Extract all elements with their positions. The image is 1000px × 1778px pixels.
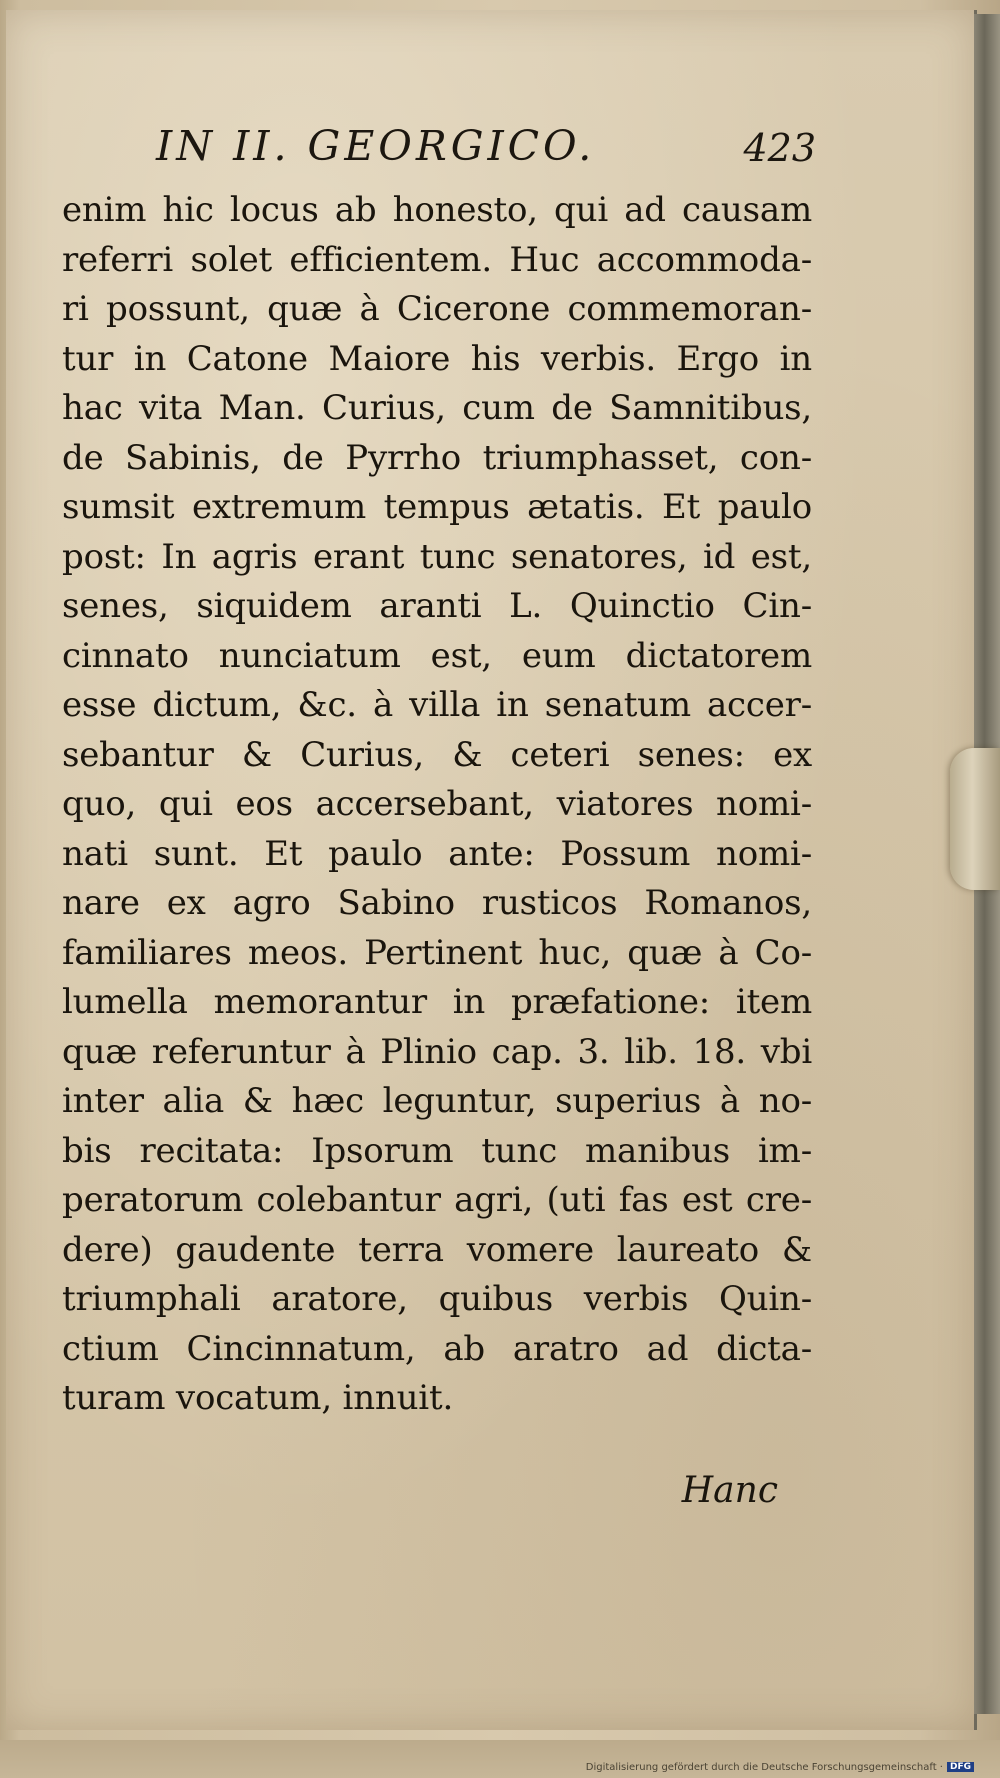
dfg-logo-icon: DFG (947, 1762, 974, 1772)
text-line: nare ex agro Sabino rusticos Romanos, (62, 883, 812, 923)
catchword: Hanc (681, 1470, 778, 1511)
text-line: lumella memorantur in præfatione: item (62, 982, 812, 1022)
text-line: esse dictum, &c. à villa in senatum accer- (62, 685, 812, 725)
text-line: cinnato nunciatum est, eum dictatorem (62, 635, 812, 676)
text-line: triumphali aratore, quibus verbis Quin- (62, 1279, 812, 1319)
text-line: peratorum colebantur agri, (uti fas est cre- (62, 1180, 812, 1220)
text-line: inter alia & hæc leguntur, superius à no- (62, 1081, 812, 1121)
page-header (156, 122, 816, 182)
text-line: sebantur & Curius, & ceteri senes: ex (62, 734, 812, 775)
text-line: ri possunt, quæ à Cicerone commemoran- (62, 289, 812, 329)
body-text (62, 186, 812, 1424)
text-line: post: In agris erant tunc senatores, id est, (62, 536, 812, 577)
text-line: quæ referuntur à Plinio cap. 3. lib. 18. vbi (62, 1031, 812, 1072)
text-line: de Sabinis, de Pyrrho triumphasset, con- (62, 437, 812, 478)
text-line: tur in Catone Maiore his verbis. Ergo in (62, 338, 812, 379)
text-line: senes, siquidem aranti L. Quinctio Cin- (62, 586, 812, 626)
text-line: referri solet efficientem. Huc accommoda- (62, 239, 812, 280)
text-line: bis recitata: Ipsorum tunc manibus im- (62, 1130, 812, 1171)
text-line: turam vocatum, innuit. (62, 1378, 454, 1418)
book-page (6, 10, 977, 1730)
text-line: familiares meos. Pertinent huc, quæ à Co- (62, 932, 812, 973)
text-line: nati sunt. Et paulo ante: Possum nomi- (62, 833, 812, 874)
text-line: hac vita Man. Curius, cum de Samnitibus, (62, 388, 812, 428)
credit-text: Digitalisierung gefördert durch die Deutsche Forschungsgemeinschaft · (585, 1762, 943, 1773)
text-line: quo, qui eos accersebant, viatores nomi- (62, 784, 812, 824)
text-line: sumsit extremum tempus ætatis. Et paulo (62, 487, 812, 527)
text-line: ctium Cincinnatum, ab aratro ad dicta- (62, 1328, 812, 1369)
running-head: IN II. GEORGICO. (156, 122, 596, 170)
page-number: 423 (743, 126, 816, 170)
book-clip (950, 748, 1000, 890)
digitization-credit (586, 1762, 974, 1773)
text-line: dere) gaudente terra vomere laureato & (62, 1229, 812, 1270)
text-line: enim hic locus ab honesto, qui ad causam (62, 190, 812, 230)
